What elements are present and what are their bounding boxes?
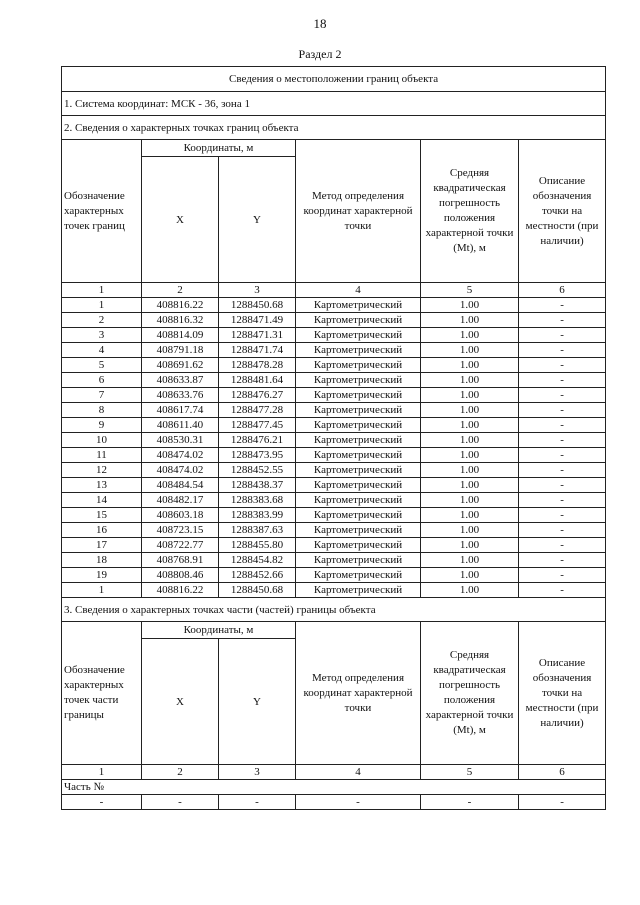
- error-cell: 1.00: [421, 568, 519, 583]
- method-cell: Картометрический: [296, 373, 421, 388]
- description-cell: -: [519, 448, 606, 463]
- method-cell: Картометрический: [296, 493, 421, 508]
- coord-system: 1. Система координат: МСК - 36, зона 1: [62, 92, 606, 116]
- col-number: 1: [62, 283, 142, 298]
- coord-y-cell: 1288455.80: [219, 538, 296, 553]
- coord-y-cell: 1288471.74: [219, 343, 296, 358]
- coord-y-cell: 1288476.21: [219, 433, 296, 448]
- part3-row: [62, 598, 606, 622]
- description-cell: -: [519, 478, 606, 493]
- col-number: 4: [296, 283, 421, 298]
- description-cell: -: [519, 538, 606, 553]
- point-number-cell: 8: [62, 403, 142, 418]
- error-cell: 1.00: [421, 553, 519, 568]
- col-number: 2: [142, 765, 219, 780]
- point-number-cell: 14: [62, 493, 142, 508]
- table-row: [62, 418, 606, 433]
- table-row: [62, 358, 606, 373]
- coord-y-cell: 1288452.55: [219, 463, 296, 478]
- method-cell: Картометрический: [296, 568, 421, 583]
- header-description: Описание обозначения точки на местности (при наличии): [519, 622, 606, 765]
- table-row: [62, 328, 606, 343]
- coord-y-cell: 1288476.27: [219, 388, 296, 403]
- error-cell: 1.00: [421, 493, 519, 508]
- method-cell: Картометрический: [296, 553, 421, 568]
- coord-y-cell: 1288478.28: [219, 358, 296, 373]
- point-number-cell: 6: [62, 373, 142, 388]
- coord-x-cell: 408722.77: [142, 538, 219, 553]
- description-cell: -: [519, 568, 606, 583]
- point-number-cell: 13: [62, 478, 142, 493]
- header-description: Описание обозначения точки на местности (при наличии): [519, 140, 606, 283]
- coord-x-cell: 408723.15: [142, 523, 219, 538]
- title-row: [62, 67, 606, 92]
- coord-x-cell: 408808.46: [142, 568, 219, 583]
- coord-y-cell: 1288387.63: [219, 523, 296, 538]
- header-error: Средняя квадратическая погрешность положения характерной точки (Mt), м: [421, 140, 519, 283]
- table-row: [62, 478, 606, 493]
- point-number-cell: 9: [62, 418, 142, 433]
- header-y: Y: [219, 157, 296, 283]
- coord-x-cell: 408633.87: [142, 373, 219, 388]
- error-cell: 1.00: [421, 463, 519, 478]
- coord-system-row: [62, 92, 606, 116]
- col-number: 6: [519, 765, 606, 780]
- coord-y-cell: 1288454.82: [219, 553, 296, 568]
- coord-y-cell: 1288383.99: [219, 508, 296, 523]
- point-number-cell: 10: [62, 433, 142, 448]
- coord-y-cell: 1288471.31: [219, 328, 296, 343]
- method-cell: Картометрический: [296, 523, 421, 538]
- error-cell: 1.00: [421, 433, 519, 448]
- part3-column-numbers-row: [62, 765, 606, 780]
- coord-x-cell: 408603.18: [142, 508, 219, 523]
- method-cell: Картометрический: [296, 448, 421, 463]
- error-cell: 1.00: [421, 508, 519, 523]
- coord-x-cell: 408691.62: [142, 358, 219, 373]
- part-label-row: [62, 780, 606, 795]
- table-row: [62, 313, 606, 328]
- coord-y-cell: 1288471.49: [219, 313, 296, 328]
- method-cell: Картометрический: [296, 343, 421, 358]
- method-cell: Картометрический: [296, 583, 421, 598]
- col-number: 5: [421, 765, 519, 780]
- col-number: 4: [296, 765, 421, 780]
- point-number-cell: 4: [62, 343, 142, 358]
- table-row: [62, 448, 606, 463]
- point-number-cell: 3: [62, 328, 142, 343]
- part3-body: [62, 598, 606, 810]
- boundary-table-body: [62, 67, 606, 298]
- error-cell: 1.00: [421, 403, 519, 418]
- method-cell: Картометрический: [296, 463, 421, 478]
- error-cell: 1.00: [421, 343, 519, 358]
- header-method: Метод определения координат характерной точки: [296, 622, 421, 765]
- error-cell: 1.00: [421, 358, 519, 373]
- coord-x-cell: 408816.22: [142, 298, 219, 313]
- coord-x-cell: 408474.02: [142, 448, 219, 463]
- table-row: [62, 493, 606, 508]
- method-cell: Картометрический: [296, 538, 421, 553]
- header-error: Средняя квадратическая погрешность положения характерной точки (Mt), м: [421, 622, 519, 765]
- point-number-cell: 16: [62, 523, 142, 538]
- method-cell: Картометрический: [296, 328, 421, 343]
- coord-y-cell: 1288477.28: [219, 403, 296, 418]
- coord-x-cell: 408816.22: [142, 583, 219, 598]
- col-number: 1: [62, 765, 142, 780]
- description-cell: -: [519, 553, 606, 568]
- point-number-cell: 5: [62, 358, 142, 373]
- description-cell: -: [519, 403, 606, 418]
- point-number-cell: 1: [62, 298, 142, 313]
- col-number: 5: [421, 283, 519, 298]
- table-row: [62, 373, 606, 388]
- error-cell: 1.00: [421, 523, 519, 538]
- point-number-cell: 2: [62, 313, 142, 328]
- part2-title: 2. Сведения о характерных точках границ объекта: [62, 116, 606, 140]
- header-method: Метод определения координат характерной точки: [296, 140, 421, 283]
- part-label: Часть №: [62, 780, 606, 795]
- table-row: [62, 583, 606, 598]
- header-x: X: [142, 639, 219, 765]
- description-cell: -: [519, 523, 606, 538]
- coord-x-cell: 408474.02: [142, 463, 219, 478]
- error-cell: 1.00: [421, 583, 519, 598]
- method-cell: Картометрический: [296, 298, 421, 313]
- coord-y-cell: 1288473.95: [219, 448, 296, 463]
- part2-row: [62, 116, 606, 140]
- page-number: 18: [313, 16, 327, 31]
- coord-y-cell: 1288481.64: [219, 373, 296, 388]
- method-cell: Картометрический: [296, 508, 421, 523]
- method-cell: Картометрический: [296, 418, 421, 433]
- table-row: [62, 508, 606, 523]
- col-number: 2: [142, 283, 219, 298]
- table-row: [62, 553, 606, 568]
- point-number-cell: 19: [62, 568, 142, 583]
- error-cell: 1.00: [421, 313, 519, 328]
- coord-y-cell: 1288450.68: [219, 583, 296, 598]
- coord-x-cell: 408814.09: [142, 328, 219, 343]
- method-cell: Картометрический: [296, 403, 421, 418]
- coord-x-cell: 408484.54: [142, 478, 219, 493]
- table-row: [62, 388, 606, 403]
- coord-y-cell: 1288438.37: [219, 478, 296, 493]
- error-cell: 1.00: [421, 373, 519, 388]
- part-cell: -: [519, 795, 606, 810]
- table-row: [62, 433, 606, 448]
- table-title: Сведения о местоположении границ объекта: [62, 67, 606, 92]
- part-row: [62, 795, 606, 810]
- header-x: X: [142, 157, 219, 283]
- header-y: Y: [219, 639, 296, 765]
- description-cell: -: [519, 583, 606, 598]
- description-cell: -: [519, 493, 606, 508]
- point-number-cell: 12: [62, 463, 142, 478]
- col-number: 3: [219, 283, 296, 298]
- method-cell: Картометрический: [296, 388, 421, 403]
- coord-x-cell: 408791.18: [142, 343, 219, 358]
- method-cell: Картометрический: [296, 433, 421, 448]
- point-number-cell: 15: [62, 508, 142, 523]
- point-number-cell: 18: [62, 553, 142, 568]
- description-cell: -: [519, 373, 606, 388]
- description-cell: -: [519, 358, 606, 373]
- part3-title: 3. Сведения о характерных точках части (частей) границы объекта: [62, 598, 606, 622]
- table-row: [62, 343, 606, 358]
- description-cell: -: [519, 298, 606, 313]
- header-designation: Обозначение характерных точек границ: [62, 140, 142, 283]
- table-row: [62, 568, 606, 583]
- description-cell: -: [519, 388, 606, 403]
- coord-x-cell: 408530.31: [142, 433, 219, 448]
- error-cell: 1.00: [421, 328, 519, 343]
- header-coords: Координаты, м: [142, 622, 296, 639]
- description-cell: -: [519, 418, 606, 433]
- boundary-table: [61, 66, 606, 810]
- description-cell: -: [519, 313, 606, 328]
- table-row: [62, 538, 606, 553]
- description-cell: -: [519, 463, 606, 478]
- section-title: Раздел 2: [298, 47, 342, 61]
- method-cell: Картометрический: [296, 478, 421, 493]
- table-row: [62, 298, 606, 313]
- description-cell: -: [519, 328, 606, 343]
- table-row: [62, 463, 606, 478]
- points-body: [62, 298, 606, 598]
- point-number-cell: 1: [62, 583, 142, 598]
- error-cell: 1.00: [421, 478, 519, 493]
- part-cell: -: [421, 795, 519, 810]
- part-cell: -: [142, 795, 219, 810]
- coord-x-cell: 408633.76: [142, 388, 219, 403]
- error-cell: 1.00: [421, 448, 519, 463]
- coord-y-cell: 1288452.66: [219, 568, 296, 583]
- column-numbers-row: [62, 283, 606, 298]
- point-number-cell: 11: [62, 448, 142, 463]
- description-cell: -: [519, 433, 606, 448]
- table-row: [62, 523, 606, 538]
- error-cell: 1.00: [421, 388, 519, 403]
- coord-x-cell: 408816.32: [142, 313, 219, 328]
- coord-y-cell: 1288450.68: [219, 298, 296, 313]
- header-coords: Координаты, м: [142, 140, 296, 157]
- coord-x-cell: 408768.91: [142, 553, 219, 568]
- coord-x-cell: 408617.74: [142, 403, 219, 418]
- part3-header-row: [62, 622, 606, 639]
- col-number: 3: [219, 765, 296, 780]
- col-number: 6: [519, 283, 606, 298]
- part-cell: -: [62, 795, 142, 810]
- part-cell: -: [296, 795, 421, 810]
- error-cell: 1.00: [421, 298, 519, 313]
- method-cell: Картометрический: [296, 313, 421, 328]
- point-number-cell: 17: [62, 538, 142, 553]
- coord-y-cell: 1288383.68: [219, 493, 296, 508]
- description-cell: -: [519, 343, 606, 358]
- part-cell: -: [219, 795, 296, 810]
- coord-x-cell: 408611.40: [142, 418, 219, 433]
- table-row: [62, 403, 606, 418]
- error-cell: 1.00: [421, 538, 519, 553]
- error-cell: 1.00: [421, 418, 519, 433]
- header-designation-part: Обозначение характерных точек части границы: [62, 622, 142, 765]
- header-row: [62, 140, 606, 157]
- coord-y-cell: 1288477.45: [219, 418, 296, 433]
- description-cell: -: [519, 508, 606, 523]
- point-number-cell: 7: [62, 388, 142, 403]
- method-cell: Картометрический: [296, 358, 421, 373]
- coord-x-cell: 408482.17: [142, 493, 219, 508]
